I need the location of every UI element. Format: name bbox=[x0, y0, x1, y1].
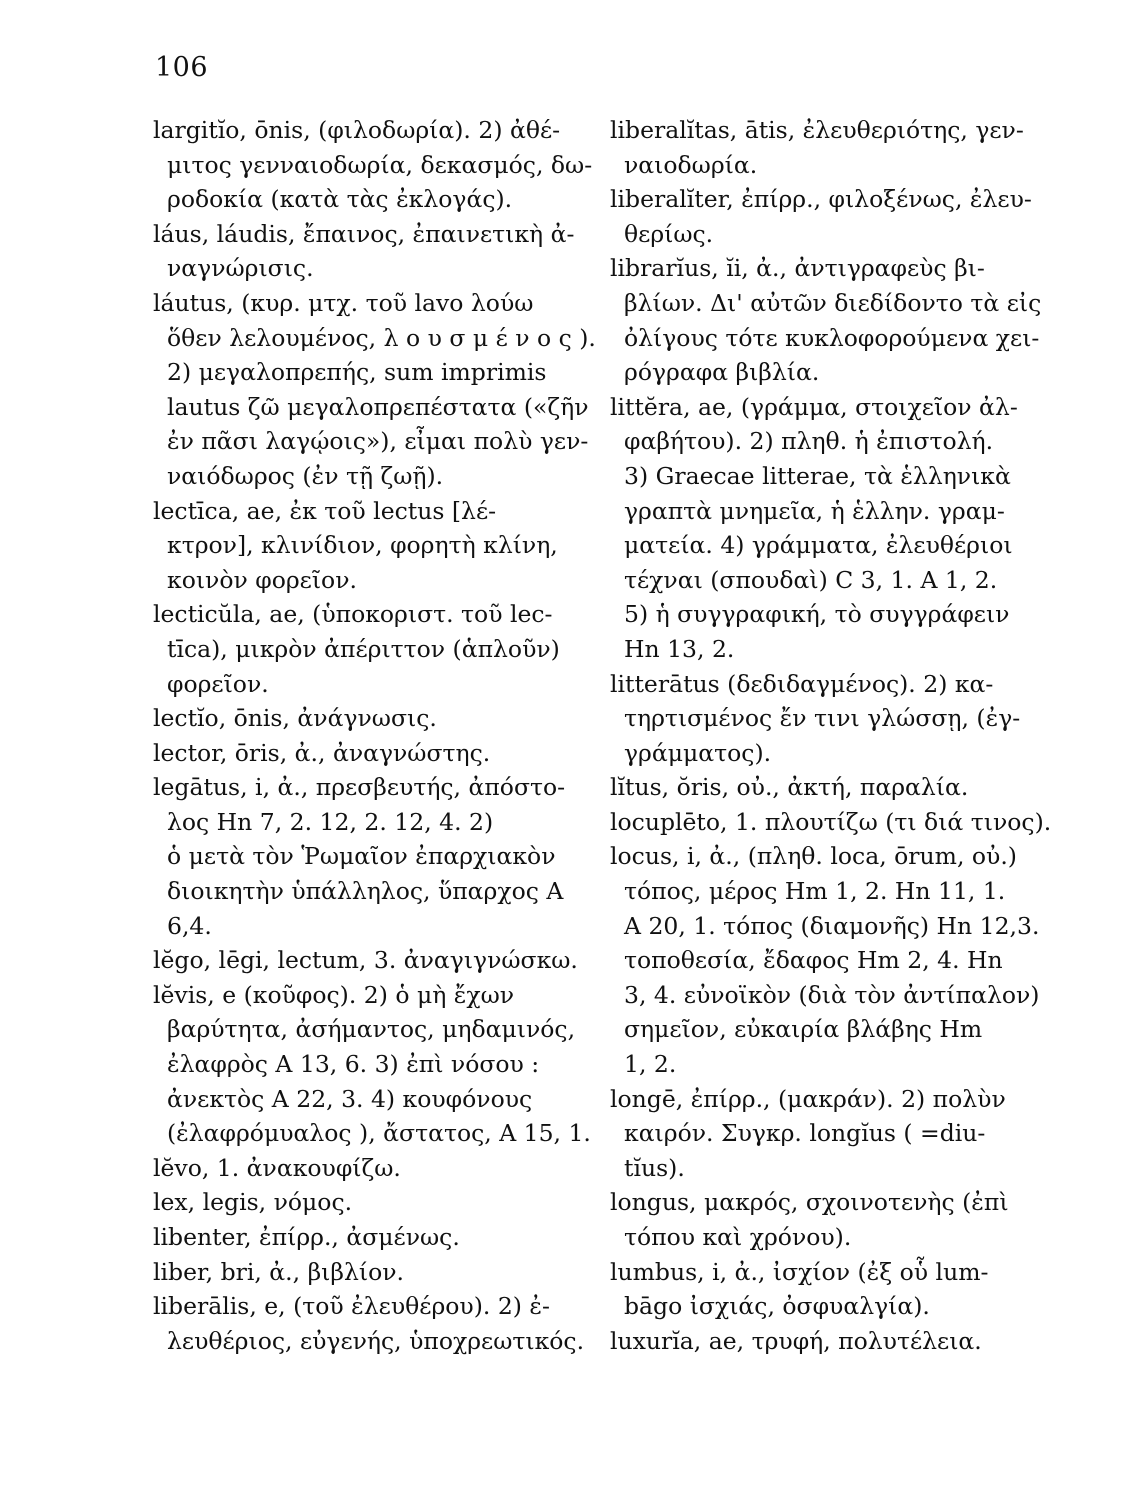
entry-line: Hn 13, 2. bbox=[624, 634, 735, 663]
dictionary-entry bbox=[153, 1151, 578, 1186]
entry-line: ἐν πᾶσι λαγῴοις»), εἶμαι πολὺ γεν- bbox=[167, 427, 589, 456]
entry-line: litterātus (δεδιδαγμένος). 2) κα- bbox=[610, 669, 994, 698]
entry-line: lector, ōris, ἀ., ἀναγνώστης. bbox=[153, 738, 491, 767]
entry-line: ὀλίγους τότε κυκλοφορούμενα χει- bbox=[624, 323, 1040, 352]
entry-line: A 20, 1. τόπος (διαμονῆς) Hn 12,3. bbox=[624, 911, 1040, 940]
entry-line: λος Hn 7, 2. 12, 2. 12, 4. 2) bbox=[167, 807, 494, 836]
dictionary-entry bbox=[153, 1289, 585, 1358]
entry-line: 3) Graecae litterae, τὰ ἑλληνικὰ bbox=[624, 461, 1011, 490]
entry-line: 3, 4. εὐνοϊκὸν (διὰ τὸν ἀντίπαλον) bbox=[624, 980, 1040, 1009]
entry-line: littĕra, ae, (γράμμα, στοιχεῖον ἀλ- bbox=[610, 392, 1018, 421]
entry-line: legātus, i, ἀ., πρεσβευτής, ἀπόστο- bbox=[153, 773, 566, 802]
entry-line: lĭtus, ŏris, οὐ., ἀκτή, παραλία. bbox=[610, 773, 969, 802]
dictionary-entry bbox=[610, 113, 1062, 182]
dictionary-entry bbox=[153, 1220, 578, 1255]
dictionary-entry bbox=[610, 805, 1062, 840]
dictionary-entry bbox=[610, 182, 1062, 251]
dictionary-entry bbox=[610, 1255, 1062, 1324]
entry-line: ἐλαφρὸς A 13, 6. 3) ἐπὶ νόσου : bbox=[167, 1050, 540, 1079]
entry-line: 2) μεγαλοπρεπής, sum imprimis bbox=[167, 358, 547, 387]
entry-line: lex, legis, νόμος. bbox=[153, 1188, 353, 1217]
entry-line: librarĭus, ĭi, ἀ., ἀντιγραφεὺς βι- bbox=[610, 254, 985, 283]
entry-line: θερίως. bbox=[624, 219, 714, 248]
dictionary-entry bbox=[153, 494, 578, 598]
entry-line: longē, ἐπίρρ., (μακράν). 2) πολὺν bbox=[610, 1084, 1006, 1113]
entry-line: κτρον], κλινίδιον, φορητὴ κλίνη, bbox=[167, 531, 558, 560]
entry-line: μιτος γενναιοδωρία, δεκασμός, δω- bbox=[167, 150, 593, 179]
entry-line: ναιοδωρία. bbox=[624, 150, 758, 179]
entry-line: γραπτὰ μνημεῖα, ἡ ἑλλην. γραμ- bbox=[624, 496, 1005, 525]
entry-line: ναιόδωρος (ἐν τῇ ζωῇ). bbox=[167, 461, 444, 490]
entry-line: βαρύτητα, ἀσήμαντος, μηδαμινός, bbox=[167, 1015, 576, 1044]
entry-line: liberalĭter, ἐπίρρ., φιλοξένως, ἐλευ- bbox=[610, 185, 1032, 214]
entry-line: lecticŭla, ae, (ὑποκοριστ. τοῦ lec- bbox=[153, 600, 553, 629]
entry-line: τοποθεσία, ἔδαφος Hm 2, 4. Hn bbox=[624, 946, 1003, 975]
entry-line: liberalĭtas, ātis, ἐλευθεριότης, γεν- bbox=[610, 116, 1024, 144]
entry-line: liber, bri, ἀ., βιβλίον. bbox=[153, 1257, 404, 1286]
entry-line: locus, i, ἀ., (πληθ. loca, ōrum, οὐ.) bbox=[610, 842, 1017, 871]
entry-line: locuplēto, 1. πλουτίζω (τι διά τινος). bbox=[610, 807, 1052, 836]
dictionary-entry bbox=[153, 597, 578, 701]
entry-line: lautus ζῶ μεγαλοπρεπέστατα («ζῆν bbox=[167, 392, 589, 421]
entry-line: λευθέριος, εὐγενής, ὑποχρεωτικός. bbox=[167, 1326, 585, 1355]
entry-line: 6,4. bbox=[167, 911, 212, 940]
entry-line: ματεία. 4) γράμματα, ἐλευθέριοι bbox=[624, 531, 1013, 560]
entry-line: láus, láudis, ἔπαινος, ἐπαινετικὴ ἀ- bbox=[153, 219, 575, 248]
entry-line: τέχναι (σπουδαὶ) C 3, 1. A 1, 2. bbox=[624, 565, 998, 594]
entry-line: libenter, ἐπίρρ., ἀσμένως. bbox=[153, 1223, 460, 1251]
dictionary-entry bbox=[610, 1082, 1062, 1186]
entry-line: ρόγραφα βιβλία. bbox=[624, 358, 820, 387]
entry-line: ὅθεν λελουμένος, λ ο υ σ μ έ ν ο ς ). bbox=[167, 323, 596, 352]
dictionary-entry bbox=[153, 770, 578, 943]
entry-line: τόπος, μέρος Hm 1, 2. Hn 11, 1. bbox=[624, 877, 1006, 906]
dictionary-entry bbox=[610, 251, 1062, 389]
entry-line: (ἐλαφρόμυαλος ), ἄστατος, A 15, 1. bbox=[167, 1119, 591, 1148]
entry-line: φορεῖον. bbox=[167, 669, 269, 698]
dictionary-entry bbox=[610, 390, 1062, 667]
dictionary-entry bbox=[610, 770, 1062, 805]
entry-line: 5) ἡ συγγραφική, τὸ συγγράφειν bbox=[624, 600, 1010, 629]
entry-line: βλίων. Δι' αὐτῶν διεδίδοντο τὰ εἰς bbox=[624, 288, 1042, 317]
entry-line: σημεῖον, εὐκαιρία βλάβης Hm bbox=[624, 1015, 983, 1044]
entry-line: ὁ μετὰ τὸν Ῥωμαῖον ἐπαρχιακὸν bbox=[167, 842, 556, 871]
entry-line: lumbus, i, ἀ., ἰσχίον (ἐξ οὗ lum- bbox=[610, 1257, 989, 1286]
entry-line: γράμματος). bbox=[624, 738, 772, 767]
entry-line: largitĭo, ōnis, (φιλοδωρία). 2) ἀθέ- bbox=[153, 116, 561, 144]
entry-line: 1, 2. bbox=[624, 1050, 677, 1079]
dictionary-entry bbox=[610, 1185, 1062, 1254]
entry-line: longus, μακρός, σχοινοτενὴς (ἐπὶ bbox=[610, 1188, 1009, 1217]
dictionary-entry bbox=[153, 217, 578, 286]
left-column bbox=[153, 113, 596, 1358]
entry-line: lĕvis, e (κοῦφος). 2) ὁ μὴ ἔχων bbox=[153, 980, 515, 1009]
entry-line: liberālis, e, (τοῦ ἐλευθέρου). 2) ἐ- bbox=[153, 1292, 550, 1321]
entry-line: láutus, (κυρ. μτχ. τοῦ lavo λούω bbox=[153, 288, 534, 317]
entry-line: lectīca, ae, ἐκ τοῦ lectus [λέ- bbox=[153, 496, 497, 525]
entry-line: ροδοκία (κατὰ τὰς ἐκλογάς). bbox=[167, 185, 513, 214]
dictionary-entry bbox=[153, 701, 578, 736]
entry-line: bāgo ἰσχιάς, ὀσφυαλγία). bbox=[624, 1292, 930, 1321]
entry-line: luxurĭa, ae, τρυφή, πολυτέλεια. bbox=[610, 1326, 982, 1355]
dictionary-entry bbox=[153, 286, 596, 494]
dictionary-entry bbox=[610, 839, 1062, 1081]
right-column bbox=[610, 113, 1062, 1358]
entry-line: τηρτισμένος ἔν τινι γλώσσῃ, (ἐγ- bbox=[624, 704, 1021, 733]
entry-line: κοινὸν φορεῖον. bbox=[167, 565, 357, 594]
dictionary-entry bbox=[153, 113, 593, 217]
dictionary-entry bbox=[153, 978, 591, 1151]
dictionary-entry bbox=[610, 1324, 1062, 1359]
entry-line: lĕvo, 1. ἀνακουφίζω. bbox=[153, 1153, 401, 1182]
entry-line: tĭus). bbox=[624, 1153, 685, 1182]
dictionary-entry bbox=[153, 943, 578, 978]
entry-line: διοικητὴν ὑπάλληλος, ὕπαρχος A bbox=[167, 877, 564, 906]
dictionary-entry bbox=[153, 736, 578, 771]
entry-line: τόπου καὶ χρόνου). bbox=[624, 1223, 852, 1251]
dictionary-entry bbox=[153, 1255, 578, 1290]
entry-line: φαβήτου). 2) πληθ. ἡ ἐπιστολή. bbox=[624, 427, 994, 456]
entry-line: ἀνεκτὸς A 22, 3. 4) κουφόνους bbox=[167, 1084, 533, 1113]
entry-line: lectĭo, ōnis, ἀνάγνωσις. bbox=[153, 704, 437, 733]
page-number: 106 bbox=[155, 52, 209, 83]
entry-line: lĕgo, lēgi, lectum, 3. ἀναγιγνώσκω. bbox=[153, 946, 578, 975]
dictionary-entry bbox=[610, 667, 1062, 771]
entry-line: καιρόν. Συγκρ. longĭus ( =diu- bbox=[624, 1119, 986, 1148]
entry-line: ναγνώρισις. bbox=[167, 254, 314, 283]
entry-line: tīca), μικρὸν ἀπέριττον (ἁπλοῦν) bbox=[167, 634, 560, 663]
dictionary-entry bbox=[153, 1185, 578, 1220]
